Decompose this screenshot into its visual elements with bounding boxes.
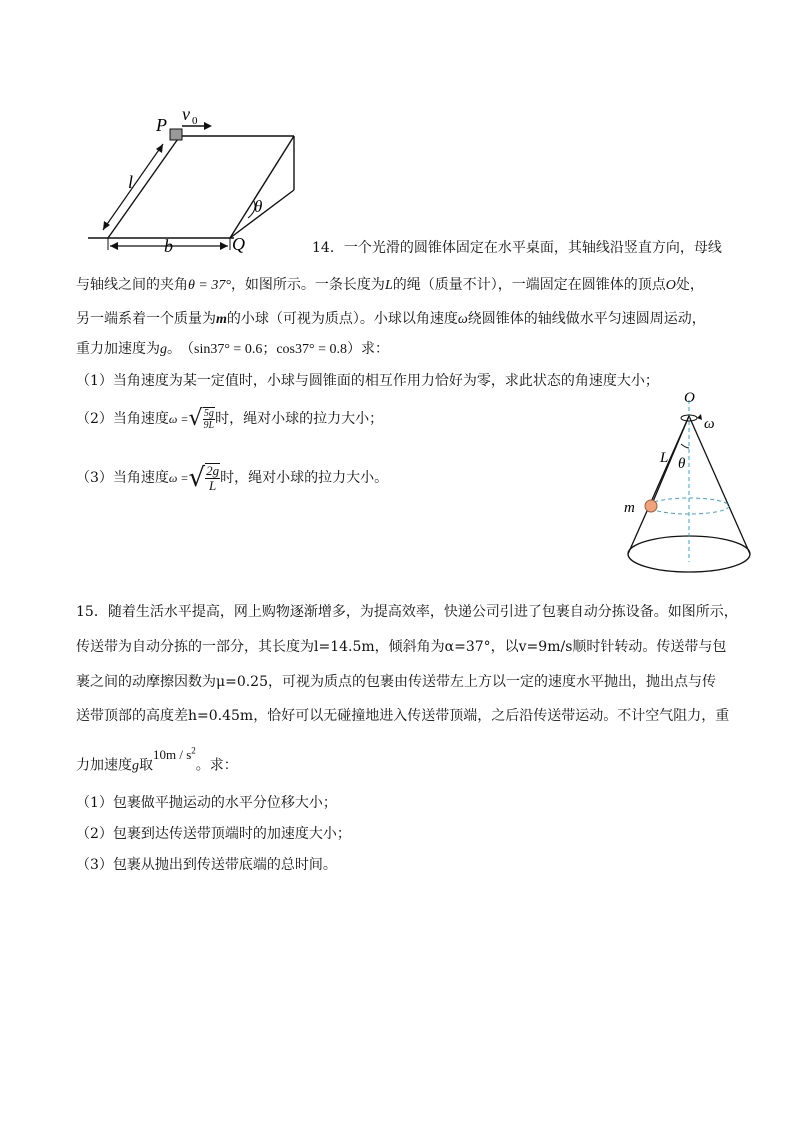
q14-line3-a: 另一端系着一个质量为 xyxy=(76,311,216,327)
q15-line2: 传送带为自动分拣的一部分，其长度为l=14.5m，倾斜角为α=37°，以v=9m/s顺时针转动。传送带与包 xyxy=(76,639,727,655)
q14-line3 xyxy=(76,309,706,330)
q14-line3-c: 绕圆锥体的轴线做水平匀速圆周运动， xyxy=(467,311,706,327)
cone-label-L: L xyxy=(660,450,669,466)
q14-line1: 14．一个光滑的圆锥体固定在水平桌面，其轴线沿竖直方向，母线 xyxy=(312,240,722,256)
label-b: b xyxy=(164,236,173,256)
q14-line2-a: 与轴线之间的夹角 xyxy=(76,277,188,293)
cone-label-omega: ω xyxy=(704,416,715,432)
label-P: P xyxy=(156,115,167,135)
var-omega: ω xyxy=(457,312,468,327)
var-g: g xyxy=(160,342,167,357)
q14-part3-b: 时，绳对小球的拉力大小。 xyxy=(220,470,389,486)
q14-part3-a: （3）当角速度 xyxy=(76,470,169,486)
label-v0: v xyxy=(182,104,190,124)
q14-line3-b: 的小球（可视为质点）。小球以角速度 xyxy=(226,311,458,327)
q14-part3 xyxy=(76,460,388,496)
part3-num: 2g xyxy=(206,463,220,478)
cone-label-theta: θ xyxy=(678,456,686,472)
cone-figure xyxy=(616,388,766,588)
q14-line4: 重力加速度为g。 （sin37° = 0.6；cos37° = 0.8）求： xyxy=(76,341,389,357)
q15-part2: （2）包裹到达传送带顶端时的加速度大小； xyxy=(76,826,351,842)
part2-den: 9L xyxy=(203,420,215,431)
g-value: $10m / s^2$ xyxy=(153,746,196,763)
q15-line5-c: 。求： xyxy=(195,757,238,774)
cone-label-O: O xyxy=(684,390,695,406)
label-v0-sub: 0 xyxy=(192,115,198,127)
q15-line4: 送带顶部的高度差h=0.45m，恰好可以无碰撞地进入传送带顶端，之后沿传送带运动。不计空气阻力，重 xyxy=(76,708,730,724)
q14-line2 xyxy=(76,275,704,296)
trig-values: sin37° = 0.6；cos37° = 0.8 xyxy=(194,342,347,357)
part2-num: 5g xyxy=(203,408,214,419)
cone-label-m: m xyxy=(624,500,635,516)
q14-line4-a: 重力加速度为 xyxy=(76,341,160,357)
q15-line1: 15．随着生活水平提高，网上购物逐渐增多，为提高效率，快递公司引进了包裹自动分拣设备。如图所示， xyxy=(76,604,738,620)
var-O: O xyxy=(665,278,676,293)
q15-var-g: g xyxy=(132,758,139,774)
sqrt-2g-L: √ $\frac{2g}{L}$ xyxy=(188,463,220,493)
q14-part2 xyxy=(76,404,383,434)
q14-line4-c: 求： xyxy=(361,341,389,357)
label-theta: θ xyxy=(254,197,263,216)
part2-omega: ω = xyxy=(168,412,189,426)
part3-omega: ω = xyxy=(168,471,189,485)
sqrt-5g-9L: √ $\frac{5g}{9L}$ xyxy=(188,406,215,431)
q14-line2-c: 的绳（质量不计），一端固定在圆锥体的顶点 xyxy=(392,277,666,293)
q14-line2-b: ，如图所示。一条长度为 xyxy=(230,277,385,293)
var-L: L xyxy=(384,278,393,293)
label-Q: Q xyxy=(232,234,245,254)
q14-part2-b: 时，绳对小球的拉力大小； xyxy=(215,411,384,427)
part3-den: L xyxy=(208,478,217,493)
q15-line5 xyxy=(76,746,238,781)
var-m: m xyxy=(216,312,227,327)
q15-line5-b: 取 xyxy=(139,757,153,774)
incline-figure xyxy=(84,100,304,260)
label-l: l xyxy=(128,172,134,192)
q15-line3: 裹之间的动摩擦因数为μ=0.25，可视为质点的包裹由传送带左上方以一定的速度水平抛出，抛出点与传 xyxy=(76,674,716,690)
q14-part1: （1）当角速度为某一定值时，小球与圆锥面的相互作用力恰好为零，求此状态的角速度大小； xyxy=(76,373,659,389)
q15-part3: （3）包裹从抛出到传送带底端的总时间。 xyxy=(76,857,337,873)
q14-line4-b: 。 xyxy=(167,341,181,357)
q14-part2-a: （2）当角速度 xyxy=(76,411,169,427)
q15-line5-a: 力加速度 xyxy=(76,757,132,774)
q14-line2-d: 处， xyxy=(675,277,704,293)
q15-part1: （1）包裹做平抛运动的水平分位移大小； xyxy=(76,795,337,811)
theta-formula: θ = 37° xyxy=(188,278,231,293)
